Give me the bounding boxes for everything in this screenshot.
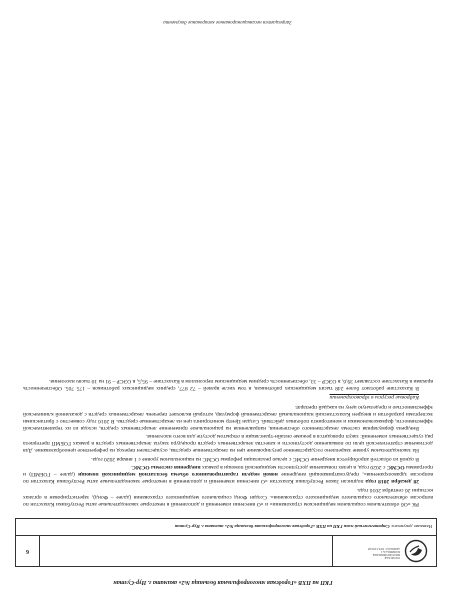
logo-cell: [332, 535, 436, 566]
bold-phrase: внедрения системы ОСМС: [131, 464, 201, 471]
paragraph: В одной из областей апробируется внедрение ОСМС с целью реализации реформы ОСМС на национальном уровне с 1 января 2020 года.: [91, 456, 419, 462]
logo-line: МНОГОПРОФИЛЬНАЯ: [372, 553, 400, 556]
logo-line: ГОРОДСКАЯ: [384, 556, 400, 559]
bold-phrase: ОСМС: [386, 464, 405, 471]
document-name-row: [20, 521, 432, 531]
document-name-value: Стратегический план ГКП на ПХВ «Городская многопрофильная больница №2» акимата г. Нур-Султан: [174, 524, 390, 529]
header-middle-cell: [40, 535, 332, 566]
paragraph: РК «Об обязательном социальном медицинском страховании» и «О внесении изменений и дополнений в некоторые законодательные акты Республики Казахстан по вопросам обязательного социального медицинского страхования». Создан Фонд социального медицинского страхования (далее – Фонд), зарегистрирован в органах юстиции 26 сентября 2016 года.: [23, 487, 433, 507]
header-title: ГКП на ПХВ «Городская многопрофильная больница №2» акимата г. Нур-Султан: [113, 579, 333, 585]
paragraph: В Казахстане работают более 248 тысяч медицинских работников, в том числе врачей – 72 877, средних медицинских работников – 175 705. Обеспеченность врачами в Казахстане составляет 39,6, в ОЭСР – 33, обеспеченность средним медицинским персоналом в Казахстане – 95,5, в ОЭСР – 91 на 10 тысяч населения.: [23, 378, 433, 392]
bold-date: 28 декабря 2018 года: [365, 478, 419, 485]
header-table: [15, 518, 437, 567]
hospital-logo-icon: [404, 539, 428, 563]
paragraph: На законодательном уровне закреплено государственное регулирование цен на лекарственные средства, осуществлен переход на референтное ценообразование. Для достижения стратегической цели по повышению доступности и качества лекарственных средств процедура закупа лекарственных средств в рамках ГОБМП претерпела ряд существенных изменений: закуп проводится в режиме онлайн-трансляции в открытом доступе для всего населения.: [23, 433, 433, 454]
paragraph: 28 декабря 2018 года подписан Закон Республики Казахстан «О внесении изменений и дополнений в некоторые законодательные акты Республики Казахстан по вопросам здравоохранения», предусматривающий внедрение новой модели гарантированного объема бесплатной медицинской помощи (далее – ГОБМП) и программы ОСМС с 2020 года, в целях повышения доступности медицинской помощи в рамках внедрения системы ОСМС.: [22, 464, 433, 485]
document-name-label: Название документа:: [390, 524, 432, 529]
logo-line: АКИМАТА Г. НУР-СУЛТАН: [367, 547, 400, 550]
document-body: [23, 376, 433, 507]
page-number: 6: [16, 535, 40, 566]
paragraph: Внедрена формулярная система лекарственного обеспечения, направленная на рациональное применение лекарственных средств, исходя из их терапевтической эффективности, фармакоэкономики и мониторинга побочных действий. Создан Центр мониторинга цен на лекарственные средства. В 2016 году совместно с британскими экспертами разработан и внедрен Казахстанский национальный лекарственный формуляр, который включает перечень лекарственных средств с доказанной клинической эффективностью и предельную цену на каждый препарат.: [23, 404, 433, 431]
footer-notice: Запрещается несанкционированное копирование документа: [163, 19, 292, 24]
logo-text: [338, 547, 400, 559]
logo-line: БОЛЬНИЦА № 2: [380, 550, 400, 553]
bold-phrase: новой модели гарантированного объема бесплатной медицинской помощи: [78, 471, 278, 478]
section-subheading: Кадровые ресурсы в здравоохранении: [329, 394, 419, 400]
